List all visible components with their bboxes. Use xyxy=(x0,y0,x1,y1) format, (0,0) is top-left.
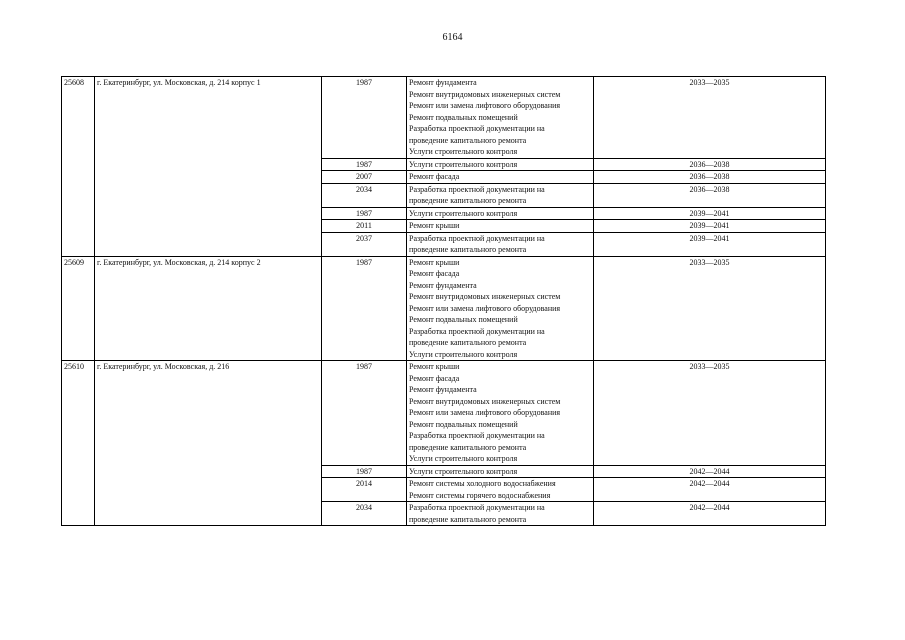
year-cell: 2037 xyxy=(322,232,407,256)
year-cell: 2007 xyxy=(322,171,407,184)
table-row xyxy=(62,256,826,361)
year-cell: 1987 xyxy=(322,361,407,466)
work-item: проведение капитального ремонта xyxy=(409,442,527,452)
period-cell: 2042—2044 xyxy=(594,502,826,526)
table-row xyxy=(62,77,826,159)
period-cell: 2042—2044 xyxy=(594,465,826,478)
period-cell: 2036—2038 xyxy=(594,171,826,184)
works-cell xyxy=(407,171,594,184)
year-cell: 2034 xyxy=(322,502,407,526)
work-item: Ремонт крыши xyxy=(409,221,460,230)
work-item: Ремонт подвальных помещений xyxy=(409,112,518,122)
work-item: Ремонт системы холодного водоснабжения xyxy=(409,479,556,488)
period-cell: 2036—2038 xyxy=(594,183,826,207)
page-number: 6164 xyxy=(442,32,463,43)
work-item: проведение капитального ремонта xyxy=(409,135,527,145)
year-cell: 1987 xyxy=(322,77,407,159)
work-item: Разработка проектной документации на xyxy=(409,431,545,440)
work-item: Услуги строительного контроля xyxy=(409,208,518,218)
work-item: Ремонт крыши xyxy=(409,362,460,371)
table-row xyxy=(62,361,826,466)
works-cell xyxy=(407,361,594,466)
period-cell: 2033—2035 xyxy=(594,361,826,466)
works-cell xyxy=(407,256,594,361)
house-id-cell: 25610 xyxy=(62,361,95,526)
work-item: проведение капитального ремонта xyxy=(409,514,527,524)
work-item: Ремонт фасада xyxy=(409,373,460,383)
work-item: Разработка проектной документации на xyxy=(409,326,545,336)
year-cell: 1987 xyxy=(322,207,407,220)
work-item: Услуги строительного контроля xyxy=(409,159,518,169)
work-item: Разработка проектной документации на xyxy=(409,233,545,243)
work-item: Услуги строительного контроля xyxy=(409,349,518,359)
work-item: Ремонт внутридомовых инженерных систем xyxy=(409,89,561,99)
repair-schedule-table xyxy=(61,76,826,526)
year-cell: 2034 xyxy=(322,183,407,207)
work-item: Ремонт внутридомовых инженерных систем xyxy=(409,396,561,406)
works-cell xyxy=(407,220,594,233)
work-item: Ремонт фасада xyxy=(409,172,460,181)
work-item: проведение капитального ремонта xyxy=(409,245,527,254)
work-item: Ремонт или замена лифтового оборудования xyxy=(409,101,561,110)
work-item: Ремонт фундамента xyxy=(409,78,477,87)
period-cell: 2033—2035 xyxy=(594,77,826,159)
period-cell: 2042—2044 xyxy=(594,478,826,502)
works-cell xyxy=(407,207,594,220)
period-cell: 2033—2035 xyxy=(594,256,826,361)
work-item: Разработка проектной документации на xyxy=(409,184,545,194)
works-cell xyxy=(407,232,594,256)
work-item: Ремонт подвальных помещений xyxy=(409,419,518,429)
period-cell: 2039—2041 xyxy=(594,232,826,256)
works-cell xyxy=(407,465,594,478)
work-item: Ремонт внутридомовых инженерных систем xyxy=(409,292,561,301)
work-item: Ремонт фундамента xyxy=(409,280,477,290)
year-cell: 2011 xyxy=(322,220,407,233)
house-address-cell: г. Екатеринбург, ул. Московская, д. 214 корпус 1 xyxy=(95,77,322,257)
works-cell xyxy=(407,502,594,526)
works-cell xyxy=(407,158,594,171)
work-item: Разработка проектной документации на xyxy=(409,124,545,133)
works-cell xyxy=(407,77,594,159)
work-item: Ремонт системы горячего водоснабжения xyxy=(409,490,551,500)
work-item: Услуги строительного контроля xyxy=(409,147,518,156)
year-cell: 1987 xyxy=(322,465,407,478)
work-item: Ремонт или замена лифтового оборудования xyxy=(409,408,561,417)
work-item: Ремонт или замена лифтового оборудования xyxy=(409,303,561,313)
work-item: Услуги строительного контроля xyxy=(409,454,518,463)
year-cell: 1987 xyxy=(322,158,407,171)
period-cell: 2039—2041 xyxy=(594,220,826,233)
work-item: Ремонт фундамента xyxy=(409,385,477,394)
period-cell: 2036—2038 xyxy=(594,158,826,171)
year-cell: 1987 xyxy=(322,256,407,361)
work-item: Разработка проектной документации на xyxy=(409,503,545,512)
work-item: Ремонт фасада xyxy=(409,269,460,278)
works-cell xyxy=(407,183,594,207)
work-item: Ремонт подвальных помещений xyxy=(409,315,518,324)
house-id-cell: 25609 xyxy=(62,256,95,361)
work-item: Услуги строительного контроля xyxy=(409,466,518,476)
work-item: проведение капитального ремонта xyxy=(409,338,527,347)
house-address-cell: г. Екатеринбург, ул. Московская, д. 214 корпус 2 xyxy=(95,256,322,361)
house-address-cell: г. Екатеринбург, ул. Московская, д. 216 xyxy=(95,361,322,526)
schedule-body xyxy=(62,77,826,526)
work-item: проведение капитального ремонта xyxy=(409,196,527,205)
year-cell: 2014 xyxy=(322,478,407,502)
house-id-cell: 25608 xyxy=(62,77,95,257)
period-cell: 2039—2041 xyxy=(594,207,826,220)
work-item: Ремонт крыши xyxy=(409,257,460,267)
works-cell xyxy=(407,478,594,502)
